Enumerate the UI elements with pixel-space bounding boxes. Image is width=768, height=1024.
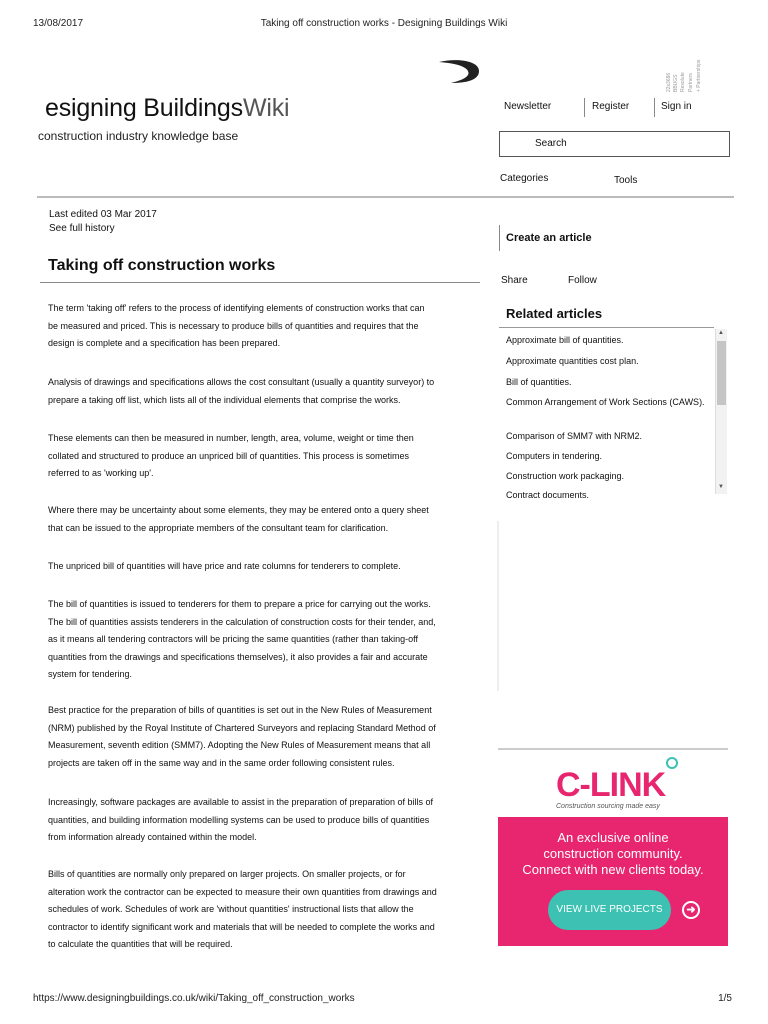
ad-headline xyxy=(498,830,728,878)
related-articles-heading: Related articles xyxy=(506,306,603,321)
paragraph-line: that can be issued to the appropriate members of the consultant team for clarification. xyxy=(48,522,389,533)
paragraph-line: be measured and priced. This is necessary to produce bills of quantities and requires that the xyxy=(48,320,419,331)
related-item[interactable]: Contract documents. xyxy=(506,490,590,500)
article-paragraph xyxy=(48,300,480,353)
follow-button[interactable]: Follow xyxy=(568,275,597,286)
paragraph-line: The bill of quantities assists tenderers in the calculation of construction costs for their tender, and, xyxy=(48,616,436,627)
page-url: https://www.designingbuildings.co.uk/wiki/Taking_off_construction_works xyxy=(33,993,355,1004)
paragraph-line: prepare a taking off list, which lists all of the individual elements that comprise the works. xyxy=(48,394,401,405)
paragraph-line: The term 'taking off' refers to the process of identifying elements of construction works that can xyxy=(48,303,425,313)
article-paragraph xyxy=(48,596,480,684)
article-paragraph xyxy=(48,558,480,576)
nav-divider xyxy=(654,98,655,117)
paragraph-line: Measurement, seventh edition (SMM7). Adopting the New Rules of Measurement means that all xyxy=(48,740,431,750)
related-item[interactable]: Approximate bill of quantities. xyxy=(506,335,624,345)
search-label: Search xyxy=(535,138,567,149)
paragraph-line: Bills of quantities are normally only prepared on larger projects. On smaller projects, or for xyxy=(48,869,406,879)
ad-headline-line: construction community. xyxy=(543,846,683,861)
related-articles-list[interactable] xyxy=(499,329,715,500)
view-live-projects-button[interactable]: VIEW LIVE PROJECTS xyxy=(548,890,671,930)
article-title: Taking off construction works xyxy=(48,257,276,274)
paragraph-line: referred to as 'working up'. xyxy=(48,468,154,478)
arrow-right-icon[interactable]: ➜ xyxy=(682,901,700,919)
related-item[interactable]: Bill of quantities. xyxy=(506,377,572,387)
print-date: 13/08/2017 xyxy=(33,18,84,29)
paragraph-line: to calculate the quantities that will be required. xyxy=(48,939,233,949)
edit-meta xyxy=(49,208,157,236)
related-divider xyxy=(499,327,714,328)
paragraph-line: from information already contained within the model. xyxy=(48,832,257,842)
article-paragraph xyxy=(48,430,480,483)
ad-subtitle: Construction sourcing made easy xyxy=(556,803,660,810)
ad-headline-line: Connect with new clients today. xyxy=(522,862,704,877)
rotated-ad-text: 22s3686 BBUGS Resolute Partners + Partnerships xyxy=(666,59,702,92)
history-link[interactable]: See full history xyxy=(49,223,115,234)
search-input[interactable] xyxy=(499,131,730,157)
article-paragraph xyxy=(48,794,480,847)
print-header xyxy=(0,18,768,32)
ad-ring-icon xyxy=(666,757,678,769)
paragraph-line: The bill of quantities is issued to tenderers for them to prepare a price for carrying out the works. xyxy=(48,599,431,609)
page-number: 1/5 xyxy=(718,993,732,1004)
scroll-thumb[interactable] xyxy=(717,341,726,405)
newsletter-link[interactable]: Newsletter xyxy=(504,101,552,112)
logo-swoosh-icon xyxy=(437,58,481,84)
title-divider xyxy=(40,282,480,283)
tools-menu[interactable]: Tools xyxy=(614,175,638,186)
paragraph-line: quantities, and building information modelling systems can be used to produce bills of quantities xyxy=(48,814,430,825)
paragraph-line: schedules of work. Schedules of work are 'without quantities' instructional lists that allow the xyxy=(48,904,414,914)
create-article-button[interactable] xyxy=(499,225,719,251)
sign-in-link[interactable]: Sign in xyxy=(661,101,692,112)
paragraph-line: Best practice for the preparation of bills of quantities is set out in the New Rules of Measurement xyxy=(48,705,432,715)
paragraph-line: as it means all tendering contractors will be pricing the same quantities (rather than taking-off xyxy=(48,634,419,644)
site-tagline: construction industry knowledge base xyxy=(38,129,239,143)
related-item[interactable]: Computers in tendering. xyxy=(506,451,603,461)
article-paragraph xyxy=(48,502,480,537)
article-paragraph xyxy=(48,374,480,409)
register-link[interactable]: Register xyxy=(592,101,630,112)
print-title: Taking off construction works - Designing Buildings Wiki xyxy=(260,18,508,29)
paragraph-line: quantities from the drawings and specifications themselves), it also provides a fair and accurate xyxy=(48,651,428,662)
categories-menu[interactable]: Categories xyxy=(500,173,549,184)
ad-brand: C-LINK xyxy=(556,766,666,804)
c-link-ad[interactable] xyxy=(498,748,728,946)
paragraph-line: alteration work the contractor can be expected to measure their own quantities from drawings and xyxy=(48,886,437,897)
article-paragraph xyxy=(48,866,480,954)
related-scrollbar[interactable] xyxy=(715,329,727,494)
last-edited: Last edited 03 Mar 2017 xyxy=(49,209,157,220)
ad-header xyxy=(498,750,728,817)
article-paragraph xyxy=(48,702,480,772)
header-divider xyxy=(37,196,734,198)
related-item[interactable]: Comparison of SMM7 with NRM2. xyxy=(506,431,643,441)
paragraph-line: These elements can then be measured in number, length, area, volume, weight or time then xyxy=(48,433,414,443)
paragraph-line: system for tendering. xyxy=(48,669,133,679)
paragraph-line: contractor to identify significant work and materials that will be needed to complete the works and xyxy=(48,921,435,932)
paragraph-line: projects are taken off in the same way and in the same order following consistent rules. xyxy=(48,757,395,768)
paragraph-line: Increasingly, software packages are available to assist in the preparation of preparation of bills of xyxy=(48,797,434,807)
paragraph-line: The unpriced bill of quantities will have price and rate columns for tenderers to complete. xyxy=(48,561,401,571)
brand-name: esigning Buildings xyxy=(45,94,243,122)
paragraph-line: Where there may be uncertainty about some elements, they may be entered onto a query sheet xyxy=(48,505,429,515)
related-item[interactable]: Common Arrangement of Work Sections (CAWS). xyxy=(506,397,705,407)
paragraph-line: collated and structured to produce an unpriced bill of quantities. This process is sometimes xyxy=(48,450,410,461)
paragraph-line: design is complete and a specification has been prepared. xyxy=(48,338,281,348)
paragraph-line: (NRM) published by the Royal Institute of Chartered Surveyors and replacing Standard Method of xyxy=(48,722,436,733)
site-brand[interactable] xyxy=(45,94,289,123)
share-button[interactable]: Share xyxy=(501,275,528,286)
related-item[interactable]: Approximate quantities cost plan. xyxy=(506,356,639,366)
sidebar-ad-slot xyxy=(497,521,499,691)
related-item[interactable]: Construction work packaging. xyxy=(506,471,625,481)
create-article-label: Create an article xyxy=(506,232,592,244)
nav-divider xyxy=(584,98,585,117)
ad-headline-line: An exclusive online xyxy=(557,830,669,845)
brand-wiki: Wiki xyxy=(242,94,290,122)
scroll-down-icon[interactable]: ▼ xyxy=(718,484,724,490)
scroll-up-icon[interactable]: ▲ xyxy=(718,330,724,336)
paragraph-line: Analysis of drawings and specifications allows the cost consultant (usually a quantity surveyor) to xyxy=(48,377,435,387)
